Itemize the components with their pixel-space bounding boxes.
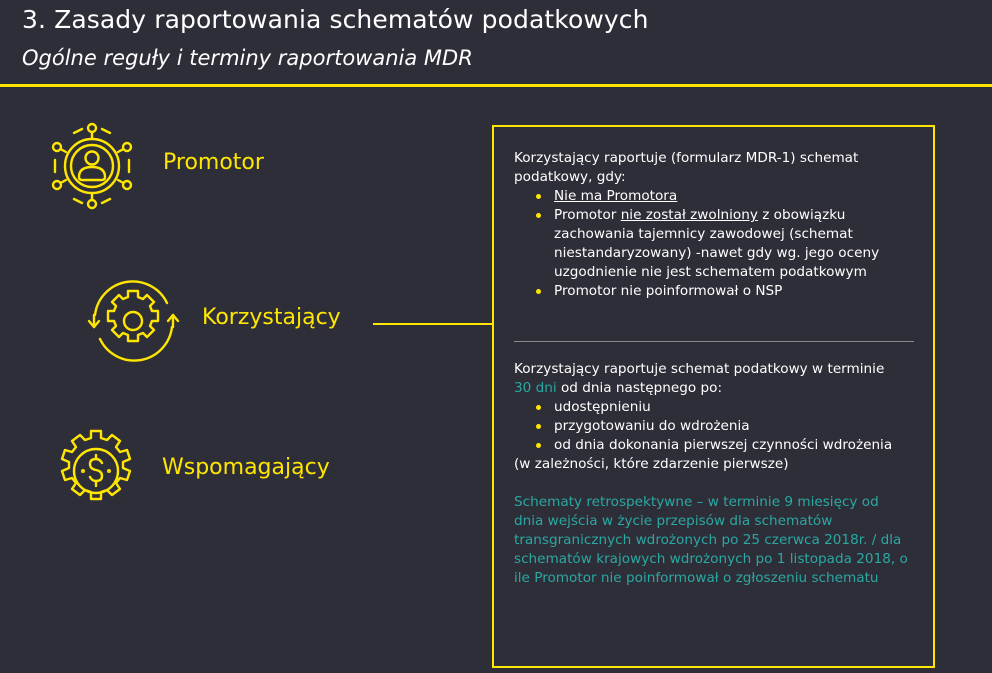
list-item: od dnia dokonania pierwszej czynności wdrożenia	[536, 436, 924, 455]
slide-subtitle: Ogólne reguły i terminy raportowania MDR	[22, 46, 473, 70]
slide-title: 3. Zasady raportowania schematów podatkowych	[22, 5, 649, 34]
list-item: Promotor nie został zwolniony z obowiązku zachowania tajemnicy zawodowej (schemat niestandaryzowany) -nawet gdy wg. jego oceny uzgodnienie nie jest schematem podatkowym	[536, 206, 914, 282]
role-korzystajacy	[84, 277, 182, 365]
connector-line	[373, 323, 493, 325]
conditions-list	[514, 187, 914, 301]
role-label-wspomagajacy: Wspomagający	[162, 455, 330, 480]
conditions-intro: Korzystający raportuje (formularz MDR-1) schemat podatkowy, gdy:	[514, 150, 859, 185]
section-divider	[514, 341, 914, 342]
retrospective-note: Schematy retrospektywne – w terminie 9 miesięcy od dnia wejścia w życie przepisów dla schematów transgranicznych wdrożonych po 25 czerwca 2018r. / dla schematów krajowych wdrożonych po 1 listopada 2018, o ile Promotor nie poinformował o zgłoszeniu schematu	[514, 494, 908, 586]
section-conditions	[514, 149, 914, 301]
gear-dollar-icon	[51, 426, 141, 516]
deadline-note: (w zależności, które zdarzenie pierwsze)	[514, 456, 789, 472]
header-divider	[0, 84, 992, 87]
role-wspomagajacy	[51, 426, 141, 516]
deadline-intro: Korzystający raportuje schemat podatkowy w terminie 30 dni od dnia następnego po:	[514, 361, 885, 396]
list-item: przygotowaniu do wdrożenia	[536, 417, 924, 436]
section-deadline	[514, 360, 924, 474]
deadline-list	[514, 398, 924, 455]
role-label-promotor: Promotor	[163, 150, 264, 175]
role-promotor	[48, 120, 136, 212]
gear-cycle-icon	[84, 277, 182, 365]
list-item: Promotor nie poinformował o NSP	[536, 282, 914, 301]
role-label-korzystajacy: Korzystający	[202, 305, 341, 330]
list-item: udostępnieniu	[536, 398, 924, 417]
network-person-icon	[48, 120, 136, 212]
reporting-rules-box	[492, 125, 935, 668]
list-item: Nie ma Promotora	[536, 187, 914, 206]
deadline-highlight: 30 dni	[514, 380, 557, 396]
